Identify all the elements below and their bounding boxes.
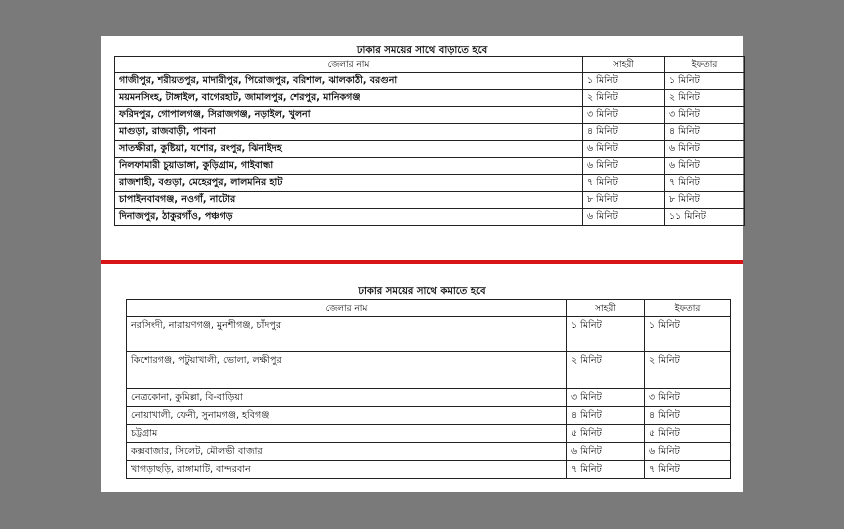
- district-cell: নেত্রকোনা, কুমিল্লা, বি-বাড়িয়া: [127, 389, 567, 407]
- section-divider: [101, 260, 743, 264]
- table-subtract-time: [126, 299, 731, 479]
- table-row: [127, 407, 731, 425]
- iftar-cell: ৫ মিনিট: [645, 425, 731, 443]
- iftar-cell: ২ মিনিট: [665, 90, 745, 107]
- district-cell: নোয়াখালী, ফেনী, সুনামগঞ্জ, হবিগঞ্জ: [127, 407, 567, 425]
- table-add-time: [114, 56, 745, 226]
- sehri-cell: ৬ মিনিট: [583, 141, 665, 158]
- iftar-cell: ১১ মিনিট: [665, 209, 745, 226]
- district-cell: ময়মনসিংহ, টাঙ্গাইল, বাগেরহাট, জামালপুর, শেরপুর, মানিকগঞ্জ: [115, 90, 583, 107]
- sehri-cell: ১ মিনিট: [567, 317, 645, 352]
- table-row: [127, 317, 731, 352]
- iftar-cell: ৬ মিনিট: [665, 141, 745, 158]
- table-row: [115, 90, 745, 107]
- district-cell: চট্টগ্রাম: [127, 425, 567, 443]
- table-row: [115, 209, 745, 226]
- sehri-cell: ৬ মিনিট: [583, 209, 665, 226]
- header-sehri: সাহরী: [583, 57, 665, 73]
- iftar-cell: ৪ মিনিট: [665, 124, 745, 141]
- table-row: [115, 141, 745, 158]
- table-row: [115, 124, 745, 141]
- table-row: [127, 425, 731, 443]
- section-title-subtract: ঢাকার সময়ের সাথে কমাতে হবে: [358, 286, 486, 297]
- district-cell: চাপাইনবাবগঞ্জ, নওগাঁ, নাটোর: [115, 192, 583, 209]
- sehri-cell: ৭ মিনিট: [567, 461, 645, 479]
- district-cell: মাগুড়া, রাজবাড়ী, পাবনা: [115, 124, 583, 141]
- table-row: [115, 73, 745, 90]
- district-cell: খাগড়াছড়ি, রাঙ্গামাটি, বান্দরবান: [127, 461, 567, 479]
- header-sehri: সাহরী: [567, 300, 645, 317]
- district-cell: কিশোরগঞ্জ, পটুয়াখালী, ভোলা, লক্ষীপুর: [127, 352, 567, 389]
- iftar-cell: ১ মিনিট: [665, 73, 745, 90]
- iftar-cell: ২ মিনিট: [645, 352, 731, 389]
- iftar-cell: ১ মিনিট: [645, 317, 731, 352]
- sehri-cell: ৪ মিনিট: [583, 124, 665, 141]
- document-page: [101, 36, 743, 492]
- iftar-cell: ৩ মিনিট: [645, 389, 731, 407]
- district-cell: রাজশাহী, বগুড়া, মেহেরপুর, লালমনির হাট: [115, 175, 583, 192]
- sehri-cell: ১ মিনিট: [583, 73, 665, 90]
- iftar-cell: ৭ মিনিট: [665, 175, 745, 192]
- sehri-cell: ৩ মিনিট: [567, 389, 645, 407]
- table-row: [127, 352, 731, 389]
- table-row: [115, 175, 745, 192]
- district-cell: দিনাজপুর, ঠাকুরগাঁও, পঞ্চগড়: [115, 209, 583, 226]
- table-row: [127, 461, 731, 479]
- iftar-cell: ৪ মিনিট: [645, 407, 731, 425]
- district-cell: ফরিদপুর, গোপালগঞ্জ, সিরাজগঞ্জ, নড়াইল, খুলনা: [115, 107, 583, 124]
- sehri-cell: ৮ মিনিট: [583, 192, 665, 209]
- header-iftar: ইফতার: [645, 300, 731, 317]
- header-iftar: ইফতার: [665, 57, 745, 73]
- district-cell: নরসিংদী, নারায়ণগঞ্জ, মুনশীগঞ্জ, চাঁদপুর: [127, 317, 567, 352]
- sehri-cell: ৬ মিনিট: [567, 443, 645, 461]
- section-title-add: ঢাকার সময়ের সাথে বাড়াতে হবে: [356, 45, 488, 56]
- table-row: [115, 192, 745, 209]
- iftar-cell: ৭ মিনিট: [645, 461, 731, 479]
- district-cell: সাতক্ষীরা, কুষ্টিয়া, যশোর, রংপুর, ঝিনাইদহ: [115, 141, 583, 158]
- sehri-cell: ৫ মিনিট: [567, 425, 645, 443]
- iftar-cell: ৬ মিনিট: [645, 443, 731, 461]
- table-row: [127, 443, 731, 461]
- iftar-cell: ৩ মিনিট: [665, 107, 745, 124]
- table-row: [115, 158, 745, 175]
- table-row: [127, 389, 731, 407]
- sehri-cell: ৩ মিনিট: [583, 107, 665, 124]
- sehri-cell: ৬ মিনিট: [583, 158, 665, 175]
- table-header-row: [127, 300, 731, 317]
- table-row: [115, 107, 745, 124]
- iftar-cell: ৬ মিনিট: [665, 158, 745, 175]
- district-cell: গাজীপুর, শরীয়তপুর, মাদারীপুর, পিরোজপুর, বরিশাল, ঝালকাঠী, বরগুনা: [115, 73, 583, 90]
- sehri-cell: ২ মিনিট: [583, 90, 665, 107]
- table-header-row: [115, 57, 745, 73]
- iftar-cell: ৮ মিনিট: [665, 192, 745, 209]
- header-district: জেলার নাম: [115, 57, 583, 73]
- header-district: জেলার নাম: [127, 300, 567, 317]
- district-cell: নিলফামারী চুয়াডাঙ্গা, কুড়িগ্রাম, গাইবান্ধা: [115, 158, 583, 175]
- district-cell: কক্সবাজার, সিলেট, মৌলভী বাজার: [127, 443, 567, 461]
- sehri-cell: ২ মিনিট: [567, 352, 645, 389]
- sehri-cell: ৪ মিনিট: [567, 407, 645, 425]
- sehri-cell: ৭ মিনিট: [583, 175, 665, 192]
